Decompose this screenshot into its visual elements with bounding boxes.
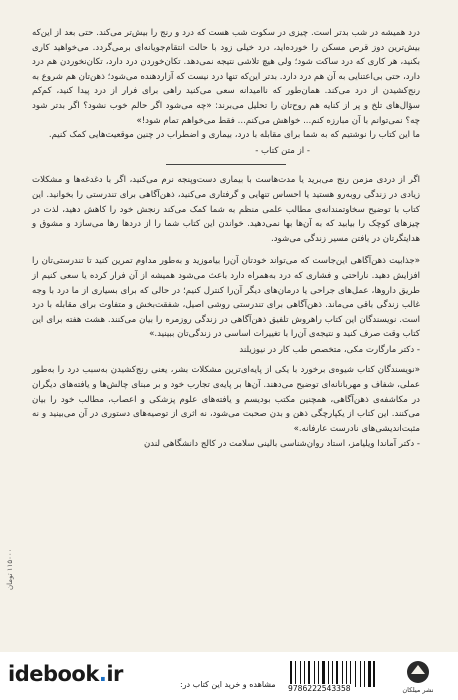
isbn-number: 9786222543358 [288, 684, 351, 693]
barcode-bar [372, 661, 373, 687]
review-attribution-1: - دکتر مارگارت مکی، متخصص طب کار در نیوزیلند [239, 344, 420, 355]
back-cover-text [32, 26, 420, 458]
isbn-barcode [290, 657, 378, 687]
review-paragraph-2: «نویسندگان کتاب شیوه‌ی برخورد با یکی از پایه‌ای‌ترین مشکلات بشر، یعنی رنج‌کشیدن به‌سبب درد را به‌طور عملی، شفاف و مهربانانه‌ای توضیح می‌دهند. آن‌ها بر پایه‌ی تجارب خود و بر مبنای چالش‌ها و یافته‌های دیگران در مکاشفه‌ی ذهن‌آگاهی، همچنین مکتب بودیسم و یافته‌های علوم پزشکی و اعصاب، مطالب خود را بیان می‌کنند. این کتاب از یکپارچگی ذهن و بدن صحبت می‌شود، نه اثری از توصیه‌های دستوری در آن می‌بینید و نه مثبت‌اندیشی‌های نادرست عارفانه.» [32, 365, 420, 434]
publisher-logo [398, 656, 438, 696]
barcode-bar [362, 661, 364, 687]
section-divider [166, 164, 286, 165]
barcode-bar [376, 661, 377, 687]
barcode-bar [355, 661, 356, 687]
barcode-bar [373, 661, 375, 687]
barcode-bar [366, 661, 367, 687]
quote-attribution-book: - از متن کتاب - [255, 145, 310, 156]
footer-slogan: مشاهده و خرید این کتاب در: [180, 680, 276, 689]
publisher-name: نشر میلکان [402, 686, 434, 694]
review-paragraph-1: «جذابیت ذهن‌آگاهی این‌جاست که می‌تواند خودتان آن‌را بیاموزید و به‌طور مداوم تمرین کنید تا تندرستی‌تان را افزایش دهید. ناراحتی و فشاری که درد به‌همراه دارد باعث می‌شود همیشه از آن فرار کرده یا سعی کنیم از طریق داروها، عمل‌های جراحی یا درمان‌های دیگر آن‌را کنترل کنیم؛ در حالی که برای بسیاری از ما درد با وجه غالب زندگی باقی می‌ماند. ذهن‌آگاهی برای تندرستی روشی اصیل، شفقت‌بخش و متفاوت برای مقابله با درد است. نویسندگان این کتاب راهروش تلفیق ذهن‌آگاهی در زندگی روزمره را بیان می‌کنند. هشت هفته برای این کتاب وقت صرف کنید و نتیجه‌ی آن‌را با تغییرات اساسی در زندگی‌تان ببینید.» [32, 256, 420, 340]
barcode-bar [364, 661, 365, 687]
idebook-logo[interactable] [8, 662, 123, 686]
logo-tld-text: ir [106, 662, 123, 686]
review-attribution-2: - دکتر آماندا ویلیامز، استاد روان‌شناسی بالینی سلامت در کالج دانشگاهی لندن [144, 439, 420, 450]
price-label: ۱۱۵۰۰۰ تومان [6, 548, 14, 590]
intro-paragraph: درد همیشه در شب بدتر است. چیزی در سکوت شب هست که درد و رنج را بیش‌تر می‌کند. حتی بعد از این‌که بیش‌ترین دوز قرص مسکن را خورده‌اید، درد خیلی زود با حالت انتقام‌جویانه‌ای برمی‌گردد. می‌خواهید کاری بکنید، هر کاری که درد ساکت شود؛ ولی هیچ تلاشی نتیجه نمی‌دهد. تکان‌خوردن درد دارد، تکان‌نخوردن هم درد دارد، حتی بی‌اعتنایی به آن هم درد دارد. بدتر این‌که تنها درد نیست که آزاردهنده می‌شود؛ ذهن‌تان هم شروع به رنج‌کشیدن از درد می‌کند. همان‌طور که ناامیدانه سعی می‌کنید راهی برای فرار از درد پیدا کنید، کم‌کم سؤال‌های تلخ و پر از کنایه هم روح‌تان را تحلیل می‌برند: «چه می‌شود اگر حالم خوب نشود؟ اگر بدتر شود چه؟ نمی‌توانم با آن مبارزه کنم... خواهش می‌کنم... فقط می‌خواهم تمام شود!» [32, 28, 420, 126]
description-paragraph: اگر از دردی مزمن رنج می‌برید یا مدت‌هاست با بیماری دست‌وپنجه نرم می‌کنید، اگر با دغدغه‌ها و مشکلات زیادی در زندگی روبه‌رو هستید یا احساس تنهایی و گرفتاری می‌کنید، ذهن‌آگاهی برای تندرستی را بخوانید. این کتاب با توضیح سخاوتمندانه‌ی مطالب علمی منظم به شما کمک می‌کند رنجش خود را کاهش دهید، لذت در چیزهای کوچک را بیابید که به آن‌ها بها نمی‌دهید. خواندن این کتاب شما را از دردها رها می‌سازد و مشوق و هدایتگرتان در یافتن مسیر زندگی می‌شود. [32, 175, 420, 244]
purpose-paragraph: ما این کتاب را نوشتیم که به شما برای مقابله با درد، بیماری و اضطراب در چنین موقعیت‌هایی کمک کنیم. [48, 130, 420, 141]
barcode-bar [360, 661, 361, 687]
logo-main-text: idebook [8, 662, 99, 686]
logo-dot: . [98, 662, 107, 686]
barcode-bar [357, 661, 359, 687]
barcode-bar [368, 661, 371, 687]
